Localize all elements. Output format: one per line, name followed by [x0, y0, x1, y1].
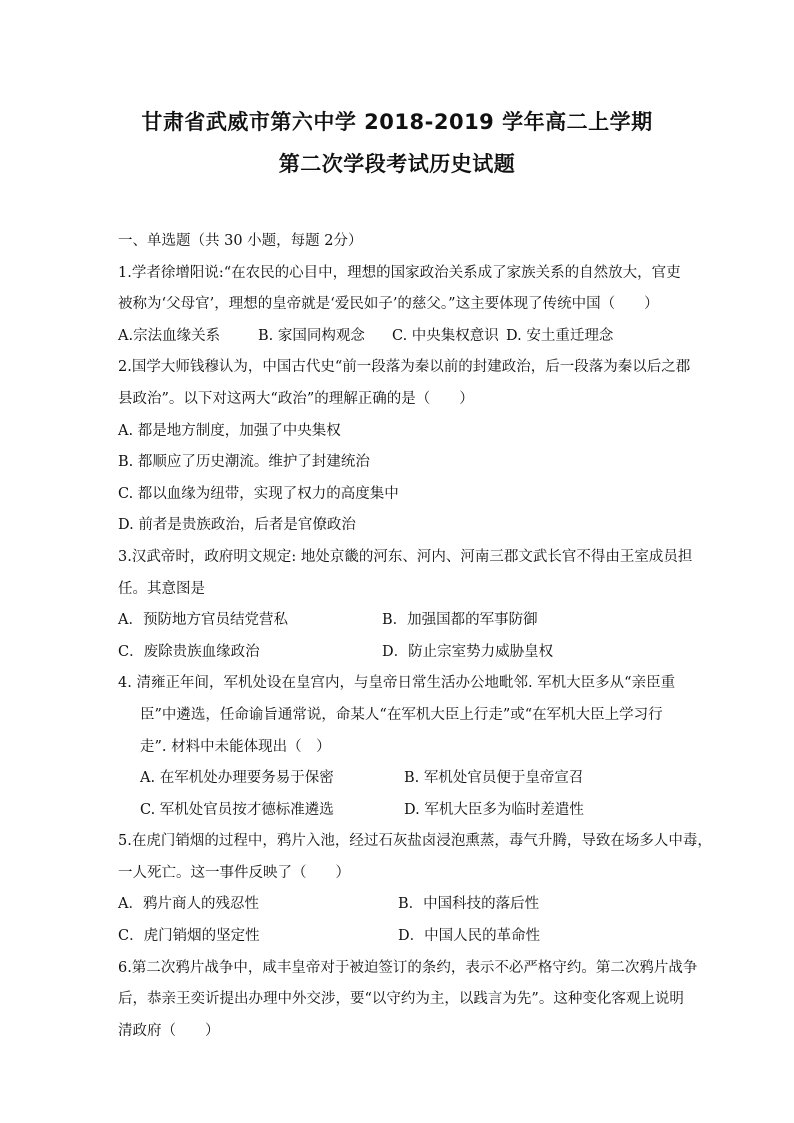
question-6-line-2: 后，恭亲王奕䜣提出办理中外交涉，要“以守约为主，以践言为先”。这种变化客观上说明: [118, 991, 684, 1008]
section-heading: 一、单选题（共 30 小题，每题 2分）: [118, 233, 363, 249]
question-4-line-1: 4. 清雍正年间，军机处设在皇宫内，与皇帝日常生活办公地毗邻. 军机大臣多从“亲臣重: [118, 675, 676, 692]
q1-option-a: A.宗法血缘关系: [118, 327, 221, 344]
question-6-line-1: 6.第二次鸦片战争中，咸丰皇帝对于被迫签订的条约，表示不必严格守约。第二次鸦片战争: [118, 959, 698, 976]
question-3-line-1: 3.汉武帝时，政府明文规定: 地处京畿的河东、河内、河南三郡文武长官不得由王室成员担: [118, 548, 693, 565]
question-4-options-row-2: [118, 795, 678, 827]
exam-title: 甘肃省武威市第六中学 2018-2019 学年高二上学期: [141, 110, 653, 134]
question-list: [118, 226, 712, 1047]
question-5-line-2: 一人死亡。这一事件反映了（ ）: [118, 864, 350, 881]
q3-option-d: D．防止宗室势力威胁皇权: [382, 643, 554, 660]
question-2-line-1: 2.国学大师钱穆认为，中国古代史“前一段落为秦以前的封建政治，后一段落为秦以后之郡: [118, 359, 691, 376]
q4-option-a: A. 在军机处办理要务易于保密: [140, 770, 334, 787]
q4-option-b: B. 军机处官员便于皇帝宣召: [404, 770, 584, 787]
question-4-options-row-1: [118, 763, 678, 795]
question-3-line-2: 任。其意图是: [118, 580, 205, 597]
q1-option-b: B. 家国同构观念: [258, 327, 365, 344]
question-1-line-1: 1.学者徐增阳说:“在农民的心目中，理想的国家政治关系成了家族关系的自然放大，官吏: [118, 264, 681, 281]
q3-option-a: A．预防地方官员结党营私: [118, 612, 288, 629]
exam-subtitle: 第二次学段考试历史试题: [278, 152, 516, 176]
q1-option-c: C. 中央集权意识: [392, 327, 499, 344]
question-3-options-row-1: [118, 605, 678, 637]
question-1-line-2: 被称为‘父母官’，理想的皇帝就是‘爱民如子’的慈父。”这主要体现了传统中国（ ）: [118, 296, 659, 313]
q2-option-b: B. 都顺应了历史潮流。维护了封建统治: [118, 454, 370, 471]
q1-option-d: D. 安土重迁理念: [506, 327, 614, 344]
q3-option-c: C．废除贵族血缘政治: [118, 643, 260, 660]
q2-option-d: D. 前者是贵族政治，后者是官僚政治: [118, 517, 356, 534]
question-1-options: [118, 321, 678, 353]
q5-option-d: D．中国人民的革命性: [398, 928, 541, 945]
question-4-line-2: 臣”中遴选，任命谕旨通常说，命某人“在军机大臣上行走”或“在军机大臣上学习行: [140, 706, 663, 723]
q5-option-c: C．虎门销烟的坚定性: [118, 928, 260, 945]
question-3-options-row-2: [118, 637, 678, 669]
question-2-line-2: 县政治”。以下对这两大“政治”的理解正确的是（ ）: [118, 390, 474, 407]
q3-option-b: B．加强国都的军事防御: [382, 612, 538, 629]
question-5-line-1: 5.在虎门销烟的过程中，鸦片入池，经过石灰盐卤浸泡熏蒸，毒气升腾，导致在场多人中毒，: [118, 833, 712, 850]
question-5-options-row-1: [118, 889, 678, 921]
q2-option-c: C. 都以血缘为纽带，实现了权力的高度集中: [118, 485, 399, 502]
q4-option-d: D. 军机大臣多为临时差遣性: [404, 801, 584, 818]
q2-option-a: A. 都是地方制度，加强了中央集权: [118, 422, 341, 439]
q4-option-c: C. 军机处官员按才德标准遴选: [140, 801, 334, 818]
q5-option-b: B．中国科技的落后性: [398, 896, 540, 913]
question-4-line-3: 走”. 材料中未能体现出（ ）: [140, 738, 331, 755]
q5-option-a: A．鸦片商人的残忍性: [118, 896, 259, 913]
question-5-options-row-2: [118, 921, 678, 953]
question-6-line-3: 清政府（ ）: [118, 1022, 220, 1039]
